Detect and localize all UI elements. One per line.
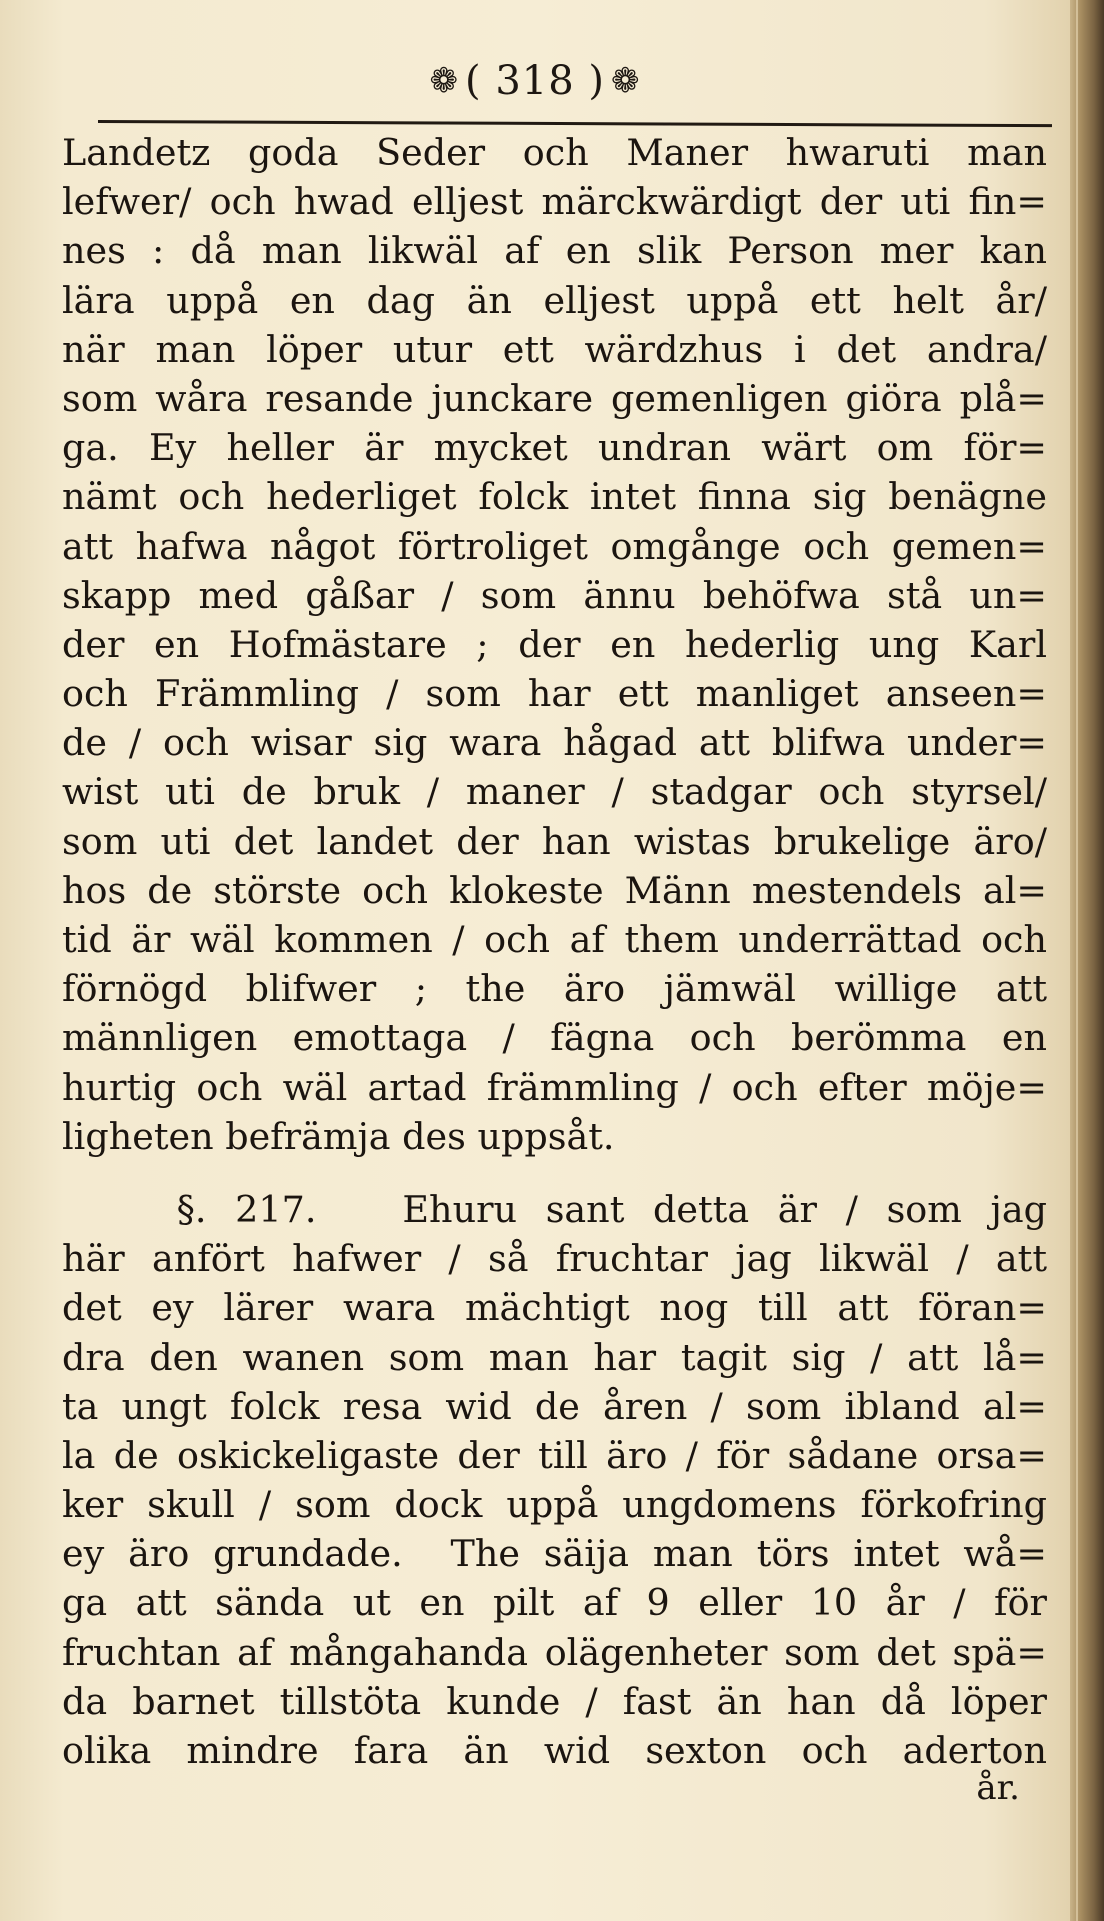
- text-line: nämt och hederliget folck intet finna sig benägne: [62, 475, 1047, 519]
- text-line: ga att sända ut en pilt af 9 eller 10 år / för: [62, 1581, 1047, 1625]
- text-line: när man löper utur ett wärdzhus i det andra/: [62, 327, 1047, 371]
- book-spine-edge: [1070, 0, 1104, 1921]
- catchword: år.: [976, 1768, 1020, 1808]
- text-line: att hafwa något förtroliget omgånge och gemen=: [62, 524, 1047, 568]
- paragraph-gap: [62, 1161, 1047, 1185]
- text-line: dra den wanen som man har tagit sig / att lå=: [62, 1335, 1047, 1379]
- text-line: det ey lärer wara mächtigt nog till att föran=: [62, 1286, 1047, 1330]
- section-heading-line: §. 217. Ehuru sant detta är / som jag: [62, 1187, 1047, 1231]
- text-line: wist uti de bruk / maner / stadgar och styrsel/: [62, 770, 1047, 814]
- text-line: hurtig och wäl artad främmling / och efter möje=: [62, 1065, 1047, 1109]
- text-line: la de oskickeligaste der till äro / för sådane orsa=: [62, 1433, 1047, 1477]
- paragraph-2: [62, 1185, 1047, 1775]
- text-line: lefwer/ och hwad elljest märckwärdigt der uti fin=: [62, 180, 1047, 224]
- text-line: ga. Ey heller är mycket undran wärt om för=: [62, 426, 1047, 470]
- text-line: Landetz goda Seder och Maner hwaruti man: [62, 131, 1047, 174]
- text-line: tid är wäl kommen / och af them underrättad och: [62, 918, 1047, 961]
- text-line: de / och wisar sig wara hågad att blifwa under=: [62, 721, 1047, 765]
- text-line: olika mindre fara än wid sexton och aderton: [62, 1729, 1047, 1772]
- text-line: ta ungt folck resa wid de åren / som ibland al=: [62, 1384, 1047, 1428]
- text-line: ey äro grundade. The säija man törs intet wå=: [62, 1532, 1047, 1576]
- text-line: nes : då man likwäl af en slik Person mer kan: [62, 229, 1047, 273]
- text-line: skapp med gåßar / som ännu behöfwa stå un=: [62, 573, 1047, 617]
- text-line: ker skull / som dock uppå ungdomens förkofring: [62, 1483, 1047, 1527]
- text-line: och Främmling / som har ett manliget anseen=: [62, 672, 1047, 716]
- text-line: här anfört hafwer / så fruchtar jag likwäl / att: [62, 1237, 1047, 1281]
- text-line: lära uppå en dag än elljest uppå ett helt år/: [62, 278, 1047, 322]
- text-line: da barnet tillstöta kunde / fast än han då löper: [62, 1679, 1047, 1723]
- text-line: fruchtan af mångahanda olägenheter som det spä=: [62, 1630, 1047, 1674]
- text-line: som wåra resande junckare gemenligen giöra plå=: [62, 376, 1047, 420]
- page-number: ( 318 ): [465, 58, 605, 104]
- text-line: som uti det landet der han wistas brukelige äro/: [62, 819, 1047, 863]
- text-line: der en Hofmästare ; der en hederlig ung Karl: [62, 622, 1047, 666]
- text-line: förnögd blifwer ; the äro jämwäl willige att: [62, 967, 1047, 1011]
- text-line: ligheten befrämja des uppsåt.: [62, 1114, 615, 1158]
- page-text: [62, 128, 1047, 1775]
- text-line: männligen emottaga / fägna och berömma en: [62, 1016, 1047, 1060]
- ornament-right-icon: ❁: [611, 61, 641, 101]
- ornament-left-icon: ❁: [429, 61, 459, 101]
- text-line: hos de störste och klokeste Männ mestendels al=: [62, 868, 1047, 912]
- page-header: [0, 58, 1070, 104]
- paragraph-1: [62, 128, 1047, 1161]
- header-rule: [98, 120, 1052, 127]
